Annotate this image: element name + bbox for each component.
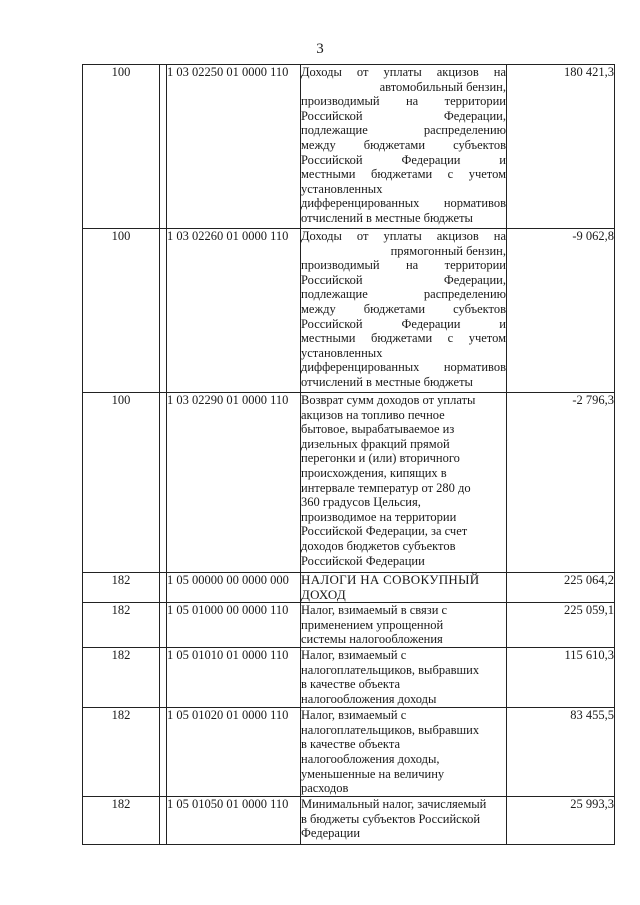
separator-cell xyxy=(160,648,167,708)
amount-cell: 180 421,3 xyxy=(507,65,615,229)
revenue-name-line: подлежащие распределению xyxy=(301,287,506,302)
revenue-name-cell xyxy=(301,573,507,603)
revenue-name-line: отчислений в местные бюджеты xyxy=(301,374,473,389)
amount-cell: 25 993,3 xyxy=(507,797,615,845)
revenue-name-line: Российской Федерации, xyxy=(301,108,506,123)
budget-code-cell: 1 03 02290 01 0000 110 xyxy=(167,393,301,573)
admin-code-cell: 182 xyxy=(83,648,160,708)
revenue-name-cell xyxy=(301,797,507,845)
table-row xyxy=(83,708,615,797)
revenue-name-line: системы налогообложения xyxy=(301,632,443,647)
revenue-name-line: доходов бюджетов субъектов xyxy=(301,538,456,553)
separator-cell xyxy=(160,229,167,393)
revenue-name-line: производимый на территории xyxy=(301,258,506,273)
revenue-name-cell xyxy=(301,603,507,648)
revenue-name-line: Налог, взимаемый с xyxy=(301,708,407,723)
admin-code-cell: 182 xyxy=(83,708,160,797)
revenue-name-line: Российской Федерации и xyxy=(301,316,506,331)
revenue-name-line: подлежащие распределению xyxy=(301,123,506,138)
amount-cell: 225 064,2 xyxy=(507,573,615,603)
admin-code-cell: 100 xyxy=(83,393,160,573)
table-row xyxy=(83,393,615,573)
revenue-name-cell xyxy=(301,229,507,393)
admin-code-cell: 182 xyxy=(83,797,160,845)
revenue-name-line: установленных xyxy=(301,345,383,360)
revenue-name-line: акцизов на топливо печное xyxy=(301,407,445,422)
revenue-name-line: установленных xyxy=(301,181,383,196)
revenue-name-line: местными бюджетами с учетом xyxy=(301,167,506,182)
page-number: 3 xyxy=(316,41,324,57)
revenue-name-line: Российской Федерации и xyxy=(301,152,506,167)
revenue-name-line: 360 градусов Цельсия, xyxy=(301,495,421,510)
budget-code-cell: 1 05 01020 01 0000 110 xyxy=(167,708,301,797)
amount-cell: 225 059,1 xyxy=(507,603,615,648)
separator-cell xyxy=(160,393,167,573)
revenue-name-line: Минимальный налог, зачисляемый xyxy=(301,797,487,812)
table-row xyxy=(83,648,615,708)
revenue-name-line: в бюджеты субъектов Российской xyxy=(301,811,481,826)
revenue-name-line: налогообложения доходы, xyxy=(301,751,440,766)
revenue-name-line: отчислений в местные бюджеты xyxy=(301,210,473,225)
separator-cell xyxy=(160,797,167,845)
revenue-name-line: бытовое, вырабатываемое из xyxy=(301,422,455,437)
amount-cell: -2 796,3 xyxy=(507,393,615,573)
revenue-name-line: Налог, взимаемый в связи с xyxy=(301,603,448,618)
amount-cell: 83 455,5 xyxy=(507,708,615,797)
revenue-name-line: дифференцированных нормативов xyxy=(301,360,506,375)
admin-code-cell: 182 xyxy=(83,573,160,603)
revenue-name-line: происхождения, кипящих в xyxy=(301,465,447,480)
revenue-name-line: прямогонный бензин, xyxy=(390,243,506,258)
revenue-name-line: налогоплательщиков, выбравших xyxy=(301,722,480,737)
revenue-name-line: уменьшенные на величину xyxy=(301,766,445,781)
revenue-name-line: между бюджетами субъектов xyxy=(301,137,506,152)
revenue-name-cell xyxy=(301,648,507,708)
revenue-name-line: налогоплательщиков, выбравших xyxy=(301,662,480,677)
table-row xyxy=(83,603,615,648)
revenue-name-line: Налог, взимаемый с xyxy=(301,648,407,663)
revenue-name-line: местными бюджетами с учетом xyxy=(301,331,506,346)
budget-code-cell: 1 05 01050 01 0000 110 xyxy=(167,797,301,845)
revenue-name-line: в качестве объекта xyxy=(301,737,400,752)
table-row xyxy=(83,65,615,229)
separator-cell xyxy=(160,708,167,797)
revenue-name-line: производимое на территории xyxy=(301,509,457,524)
revenue-name-line: ДОХОД xyxy=(301,586,347,602)
budget-code-cell: 1 05 00000 00 0000 000 xyxy=(167,573,301,603)
revenue-name-line: налогообложения доходы xyxy=(301,691,437,706)
revenue-name-line: Российской Федерации xyxy=(301,553,425,568)
revenue-name-line: Российской Федерации, за счет xyxy=(301,524,468,539)
separator-cell xyxy=(160,65,167,229)
table-row xyxy=(83,797,615,845)
budget-code-cell: 1 03 02250 01 0000 110 xyxy=(167,65,301,229)
revenue-name-line: НАЛОГИ НА СОВОКУПНЫЙ xyxy=(301,572,480,587)
revenue-name-line: Доходы от уплаты акцизов на xyxy=(301,65,506,79)
budget-code-cell: 1 05 01000 00 0000 110 xyxy=(167,603,301,648)
revenue-name-line: Доходы от уплаты акцизов на xyxy=(301,229,506,243)
revenue-table-body xyxy=(83,65,615,845)
revenue-name-line: производимый на территории xyxy=(301,94,506,109)
revenue-name-line: Федерации xyxy=(301,826,361,841)
revenue-name-line: между бюджетами субъектов xyxy=(301,301,506,316)
revenue-name-line: интервале температур от 280 до xyxy=(301,480,471,495)
separator-cell xyxy=(160,603,167,648)
revenue-name-line: автомобильный бензин, xyxy=(379,79,506,94)
revenue-name-line: расходов xyxy=(301,781,349,796)
amount-cell: -9 062,8 xyxy=(507,229,615,393)
revenue-name-line: Возврат сумм доходов от уплаты xyxy=(301,393,476,407)
revenue-name-cell xyxy=(301,65,507,229)
revenue-table xyxy=(82,64,615,845)
revenue-name-line: применением упрощенной xyxy=(301,617,444,632)
revenue-name-line: дифференцированных нормативов xyxy=(301,196,506,211)
revenue-name-cell xyxy=(301,393,507,573)
admin-code-cell: 100 xyxy=(83,229,160,393)
separator-cell xyxy=(160,573,167,603)
revenue-name-line: в качестве объекта xyxy=(301,677,400,692)
revenue-name-line: Российской Федерации, xyxy=(301,272,506,287)
table-row xyxy=(83,573,615,603)
revenue-name-line: перегонки и (или) вторичного xyxy=(301,451,460,466)
table-row xyxy=(83,229,615,393)
admin-code-cell: 100 xyxy=(83,65,160,229)
budget-code-cell: 1 05 01010 01 0000 110 xyxy=(167,648,301,708)
admin-code-cell: 182 xyxy=(83,603,160,648)
revenue-name-cell xyxy=(301,708,507,797)
budget-code-cell: 1 03 02260 01 0000 110 xyxy=(167,229,301,393)
amount-cell: 115 610,3 xyxy=(507,648,615,708)
revenue-name-line: дизельных фракций прямой xyxy=(301,436,450,451)
